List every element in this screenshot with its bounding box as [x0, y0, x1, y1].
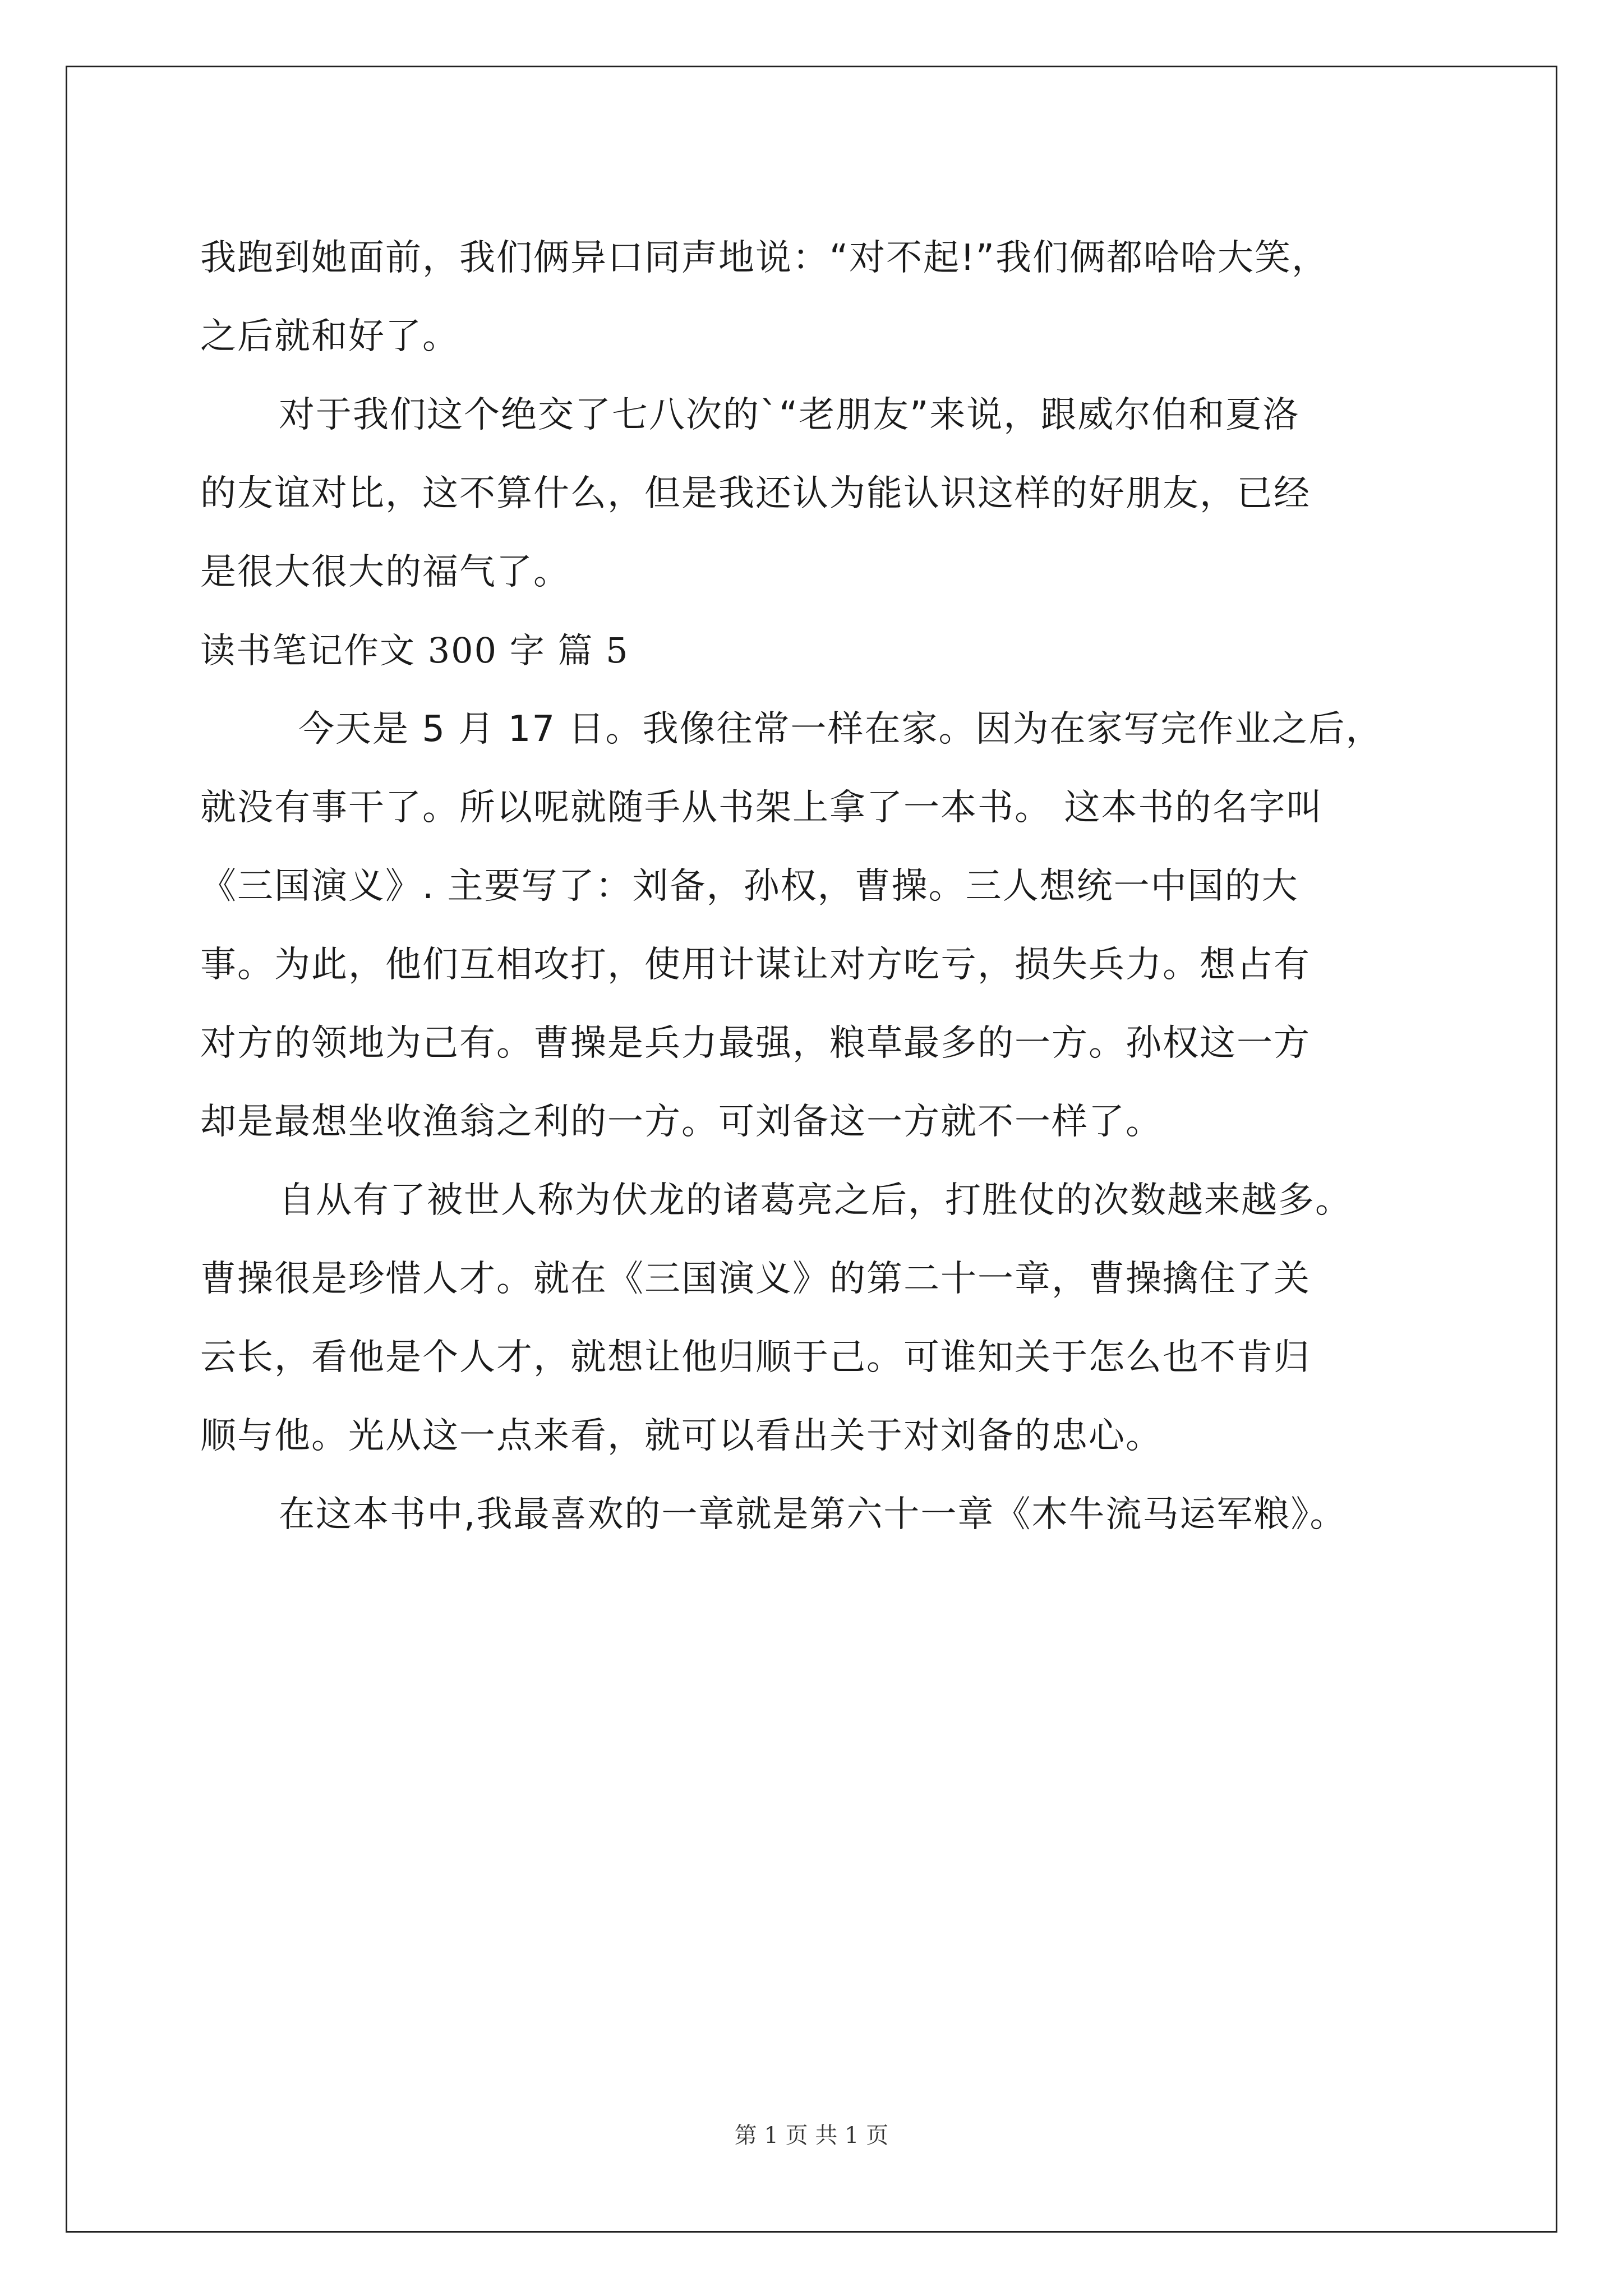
text-line: 就没有事干了。所以呢就随手从书架上拿了一本书。 这本书的名字叫 [200, 787, 1324, 829]
text-line: 我跑到她面前，我们俩异口同声地说：“对不起!”我们俩都哈哈大笑， [200, 237, 1329, 279]
text-line: 顺与他。光从这一点来看，就可以看出关于对刘备的忠心。 [200, 1415, 1163, 1457]
document-body [200, 219, 1490, 1554]
text-line: 是很大很大的福气了。 [200, 551, 570, 593]
page-footer: 第 1 页 共 1 页 [734, 2123, 889, 2148]
text-line: 《三国演义》. 主要写了：刘备，孙权，曹操。三人想统一中国的大 [200, 866, 1299, 907]
text-line: 事。为此，他们互相攻打，使用计谋让对方吃亏，损失兵力。想占有 [200, 944, 1311, 986]
text-line: 之后就和好了。 [200, 316, 459, 357]
paragraph-start: 今天是 5 月 17 日。我像往常一样在家。因为在家写完作业之后， [298, 708, 1383, 750]
paragraph-start: 自从有了被世人称为伏龙的诸葛亮之后，打胜仗的次数越来越多。 [279, 1180, 1352, 1221]
text-line: 曹操很是珍惜人才。就在《三国演义》的第二十一章，曹操擒住了关 [200, 1258, 1311, 1300]
text-line: 云长，看他是个人才，就想让他归顺于己。可谁知关于怎么也不肯归 [200, 1337, 1311, 1378]
text-line: 却是最想坐收渔翁之利的一方。可刘备这一方就不一样了。 [200, 1101, 1163, 1143]
section-heading: 读书笔记作文 300 字 篇 5 [200, 630, 629, 671]
paragraph-start: 在这本书中,我最喜欢的一章就是第六十一章《木牛流马运军粮》。 [279, 1494, 1347, 1535]
text-line: 对方的领地为己有。曹操是兵力最强，粮草最多的一方。孙权这一方 [200, 1023, 1311, 1064]
paragraph-start: 对于我们这个绝交了七八次的`“老朋友”来说，跟威尔伯和夏洛 [279, 394, 1300, 436]
text-line: 的友谊对比，这不算什么，但是我还认为能认识这样的好朋友，已经 [200, 473, 1311, 514]
